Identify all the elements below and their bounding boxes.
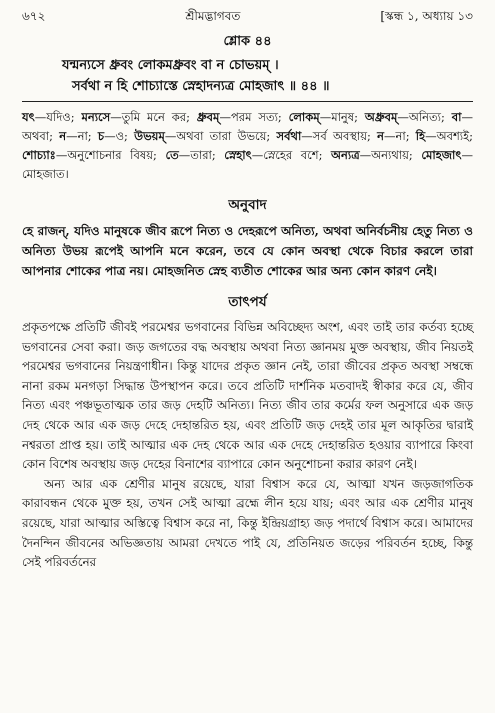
synonym-term: শোচ্যাঃ <box>22 148 56 162</box>
book-title: শ্রীমদ্ভাগবত <box>185 9 241 23</box>
verse-line-1: যন্মন্যসে ধ্রুবং লোকমধ্রুবং বা ন চোভয়ম্ । <box>62 58 279 73</box>
synonym-term: অধ্রুবম্ <box>364 110 398 124</box>
word-synonyms <box>22 108 473 184</box>
page-header <box>22 8 473 30</box>
purport-paragraph: অন্য আর এক শ্রেণীর মানুষ রয়েছে, যারা বিশ্বাস করে যে, আত্মা যখন জড়জাগতিক কারাবন্ধন থেকে মুক্ত হয়, তখন সেই আত্মা ব্রহ্মে লীন হয়ে যায়; এবং আর এক শ্রেণীর মানুষ রয়েছে, যারা আত্মার অস্তিত্বে বিশ্বাস করে না, কিন্তু ইন্দ্রিয়গ্রাহ্য জড় পদার্থে বিশ্বাস করে। আমাদের দৈনন্দিন জীবনের অভিজ্ঞতায় আমরা দেখতে পাই যে, প্রতিনিয়ত জড়ের পরিবর্তন হচ্ছে, কিন্তু সেই পরিবর্তনের <box>22 476 473 570</box>
synonym-term: তে <box>165 148 179 162</box>
page-number: ৬৭২ <box>22 9 46 23</box>
purport-title: তাৎপর্য <box>228 294 267 310</box>
synonym-meaning: —স্নেহের বশে; <box>251 148 332 162</box>
verse-heading: শ্লোক ৪৪ <box>223 34 272 49</box>
chapter-reference: [স্কন্ধ ১, অধ্যায় ১৩ <box>380 9 473 23</box>
synonym-term: চ <box>97 129 105 143</box>
synonym-meaning: —ও; <box>104 129 135 143</box>
synonym-term: যৎ <box>22 110 35 124</box>
synonym-term: ন <box>377 129 385 143</box>
purport-body <box>22 318 473 573</box>
synonym-meaning: —মোহজাত। <box>22 148 474 181</box>
synonym-term: লোকম্ <box>288 110 320 124</box>
purport-paragraph: প্রকৃতপক্ষে প্রতিটি জীবই পরমেশ্বর ভগবানের বিভিন্ন অবিচ্ছেদ্য অংশ, এবং তাই তার কর্তব্য হচ্ছে ভগবানের সেবা করা। জড় জগতের বদ্ধ অবস্থায় অথবা নিত্য জ্ঞানময় মুক্ত অবস্থায়, জীব নিয়তই পরমেশ্বর ভগবানের নিয়ন্ত্রণাধীন। কিন্তু যাদের প্রকৃত জ্ঞান নেই, তারা জীবের প্রকৃত অবস্থা সম্বন্ধে নানা রকম মনগড়া সিদ্ধান্ত উপস্থাপন করে। তবে প্রতিটি দার্শনিক মতবাদই স্বীকার করে যে, জীব নিত্য এবং পঞ্চভূতাত্মক তার জড় দেহটি অনিত্য। নিত্য জীব তার কর্মের ফল অনুসারে এক জড় দেহ থেকে আর এক জড় দেহে দেহান্তরিত হয়, এবং প্রতিটি জড় দেহই তার মূল আকৃতির দ্বারাই নশ্বরতা প্রাপ্ত হয়। তাই আত্মার এক দেহ থেকে আর এক দেহে দেহান্তরিত হওয়ার ব্যাপারে কিংবা কোন বিশেষ অবস্থায় জড় দেহের বিনাশের ব্যাপারে কোন অনুশোচনা করার কারণ নেই। <box>22 320 473 472</box>
translation-text: হে রাজন্, যদিও মানুষকে জীব রূপে নিত্য ও দেহরূপে অনিত্য, অথবা অনির্বচনীয় হেতু নিত্য ও অনিত্য উভয় রূপেই আপনি মনে করেন, তবে যে কোন অবস্থা থেকে বিচার করলে তারা আপনার শোকের পাত্র নয়। মোহজনিত স্নেহ ব্যতীত শোকের আর অন্য কোন কারণ নেই। <box>22 224 473 278</box>
divider <box>22 101 473 102</box>
synonym-meaning: —অনুশোচনার বিষয়; <box>55 148 166 162</box>
synonym-meaning: —অথবা; <box>22 110 473 143</box>
synonym-meaning: —পরম সত্য; <box>219 110 289 124</box>
verse-text <box>22 55 473 97</box>
verse-line-2: সর্বথা ন হি শোচ্যাস্তে স্নেহাদন্যত্র মোহজাৎ ॥ ৪৪ ॥ <box>72 79 330 94</box>
synonym-term: মোহজাৎ <box>421 148 462 162</box>
synonym-meaning: —অনিত্য; <box>397 110 452 124</box>
synonym-term: অন্যত্র <box>331 148 360 162</box>
synonym-meaning: —না; <box>66 129 98 143</box>
synonym-meaning: —তারা; <box>178 148 225 162</box>
synonym-meaning: —সর্ব অবস্থায়; <box>301 129 378 143</box>
translation-title: অনুবাদ <box>228 197 267 213</box>
synonym-term: স্নেহাৎ <box>224 148 252 162</box>
synonym-term: ন <box>59 129 67 143</box>
synonym-term: বা <box>451 110 462 124</box>
synonym-meaning: —না; <box>384 129 416 143</box>
synonym-meaning: —অথবা তারা উভয়ে; <box>164 129 277 143</box>
synonym-term: ধ্রুবম্ <box>196 110 220 124</box>
synonym-meaning: —অবশ্যই; <box>425 129 473 143</box>
synonym-meaning: —তুমি মনে কর; <box>110 110 197 124</box>
synonym-meaning: —যদিও; <box>34 110 82 124</box>
synonym-term: মন্যসে <box>81 110 111 124</box>
synonym-term: উভয়ম্ <box>134 129 165 143</box>
synonym-meaning: —মানুষ; <box>319 110 365 124</box>
synonym-meaning: —অন্যথায়; <box>359 148 422 162</box>
synonym-term: হি <box>415 129 426 143</box>
synonym-term: সর্বথা <box>276 129 302 143</box>
